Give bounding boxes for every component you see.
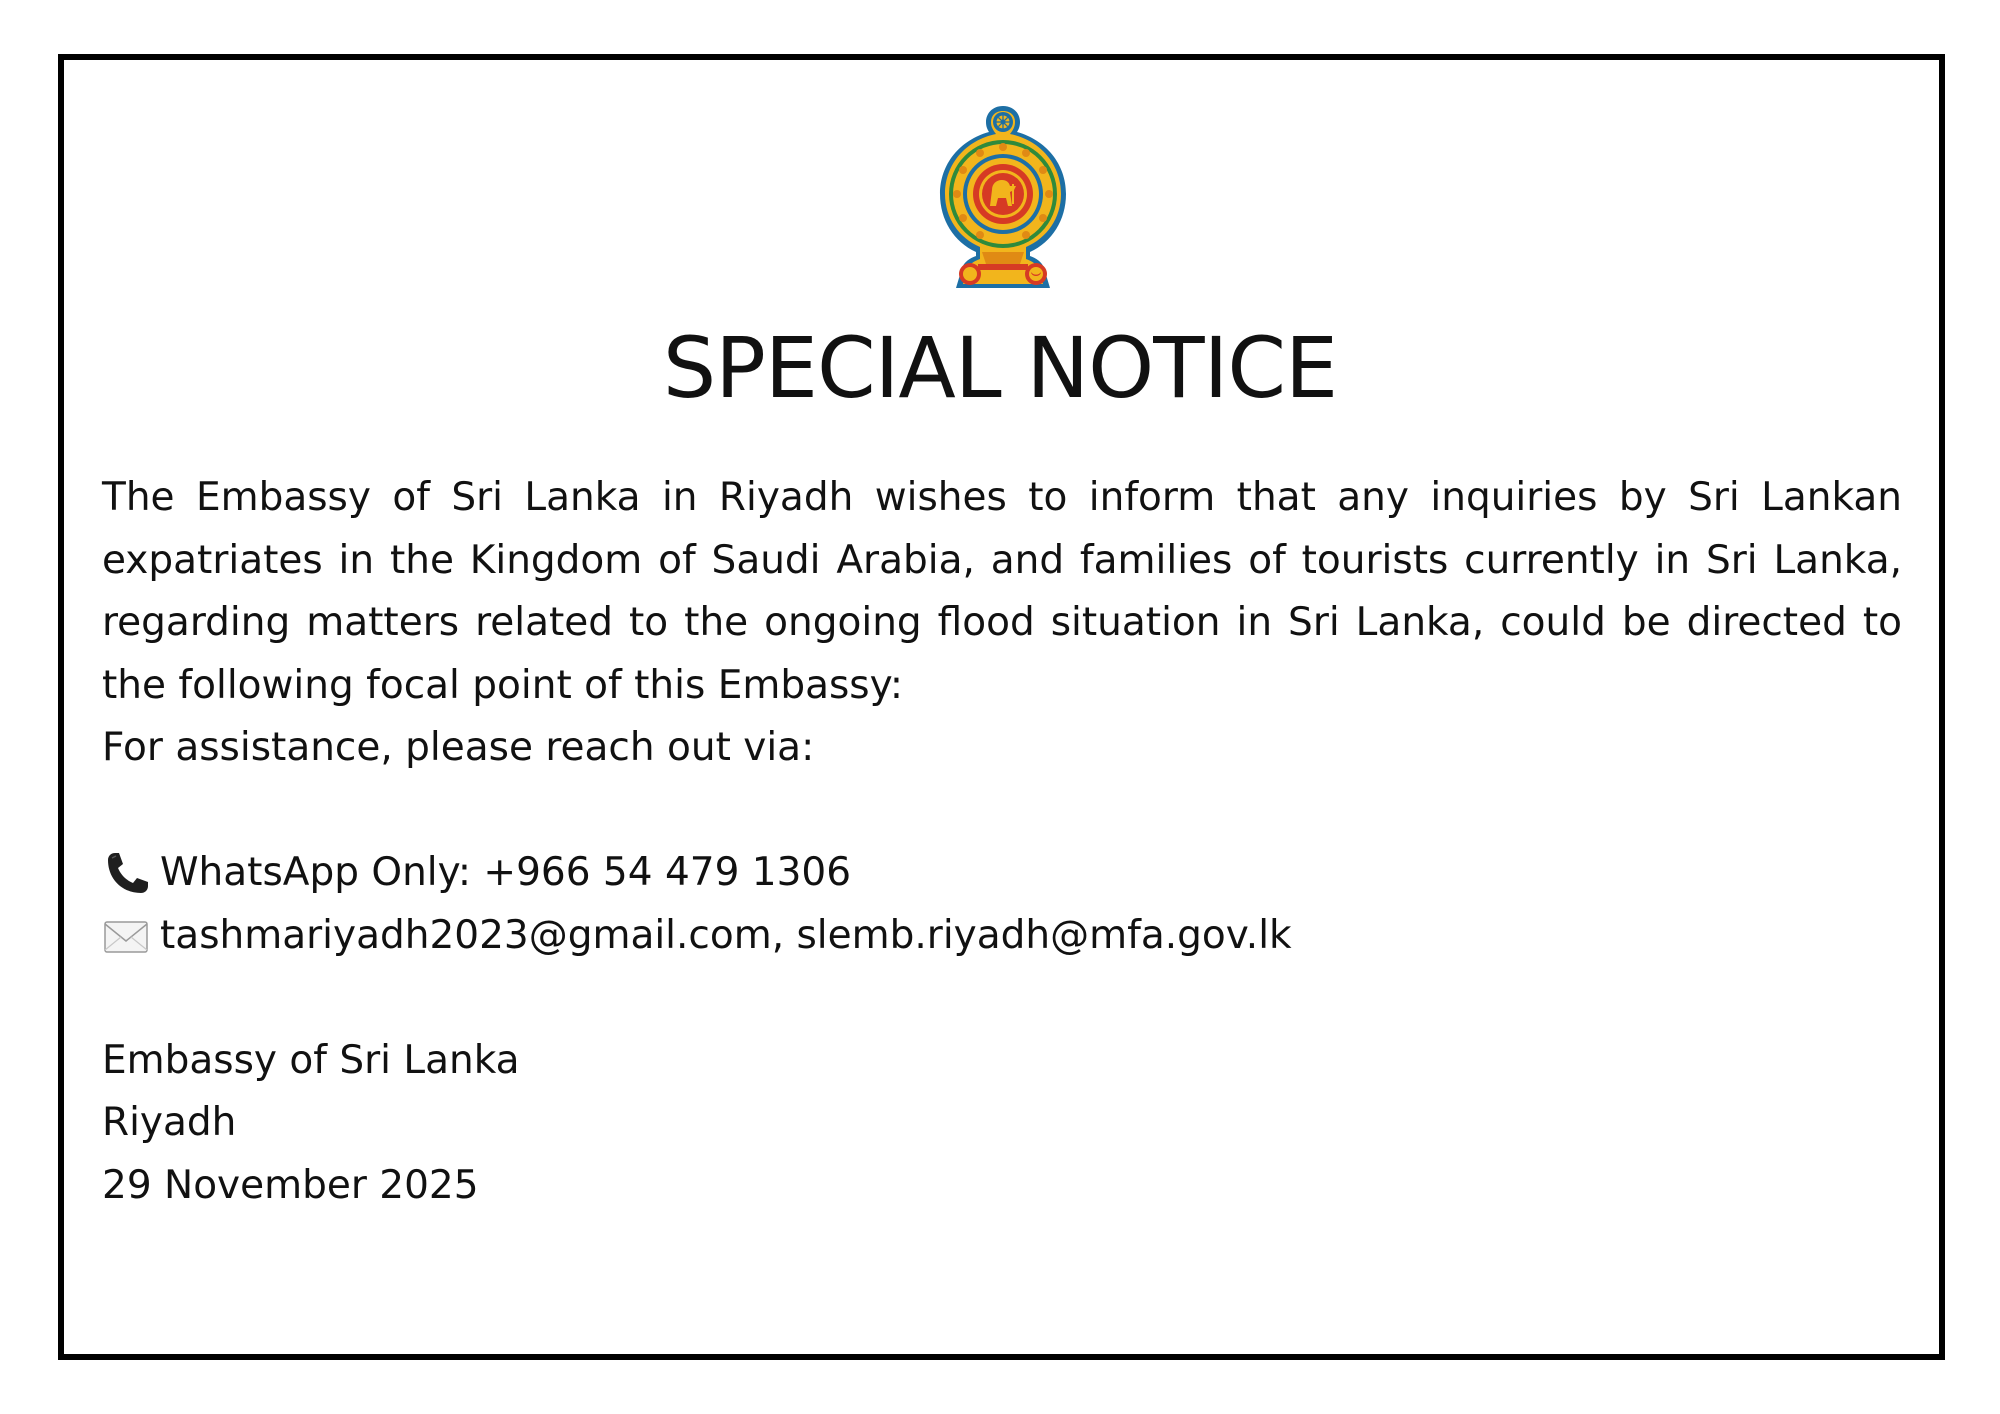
signature-organization: Embassy of Sri Lanka [102, 1037, 520, 1083]
signature-city: Riyadh [102, 1100, 237, 1145]
whatsapp-contact [102, 842, 1902, 905]
spacer [102, 967, 1902, 1030]
signature-date: 29 November 2025 [102, 1162, 479, 1208]
assistance-line: For assistance, please reach out via: [102, 725, 815, 770]
notice-title: SPECIAL NOTICE [662, 319, 1338, 417]
email-text[interactable]: tashmariyadh2023@gmail.com, slemb.riyadh@mfa.gov.lk [160, 912, 1292, 958]
notice-body [102, 467, 1902, 1217]
envelope-icon [102, 913, 150, 959]
whatsapp-text: WhatsApp Only: +966 54 479 1306 [160, 850, 852, 895]
notice-paragraph: The Embassy of Sri Lanka in Riyadh wishes to inform that any inquiries by Sri Lankan expatriates in the Kingdom of Saudi Arabia, and families of tourists currently in Sri Lanka, regarding matters related to the ongoing flood situation in Sri Lanka, could be directed to the following focal point of this Embassy: [102, 475, 1902, 708]
email-contact [102, 905, 1902, 968]
sri-lanka-national-emblem-icon [932, 102, 1074, 294]
spacer [102, 780, 1902, 843]
phone-icon [102, 850, 150, 896]
